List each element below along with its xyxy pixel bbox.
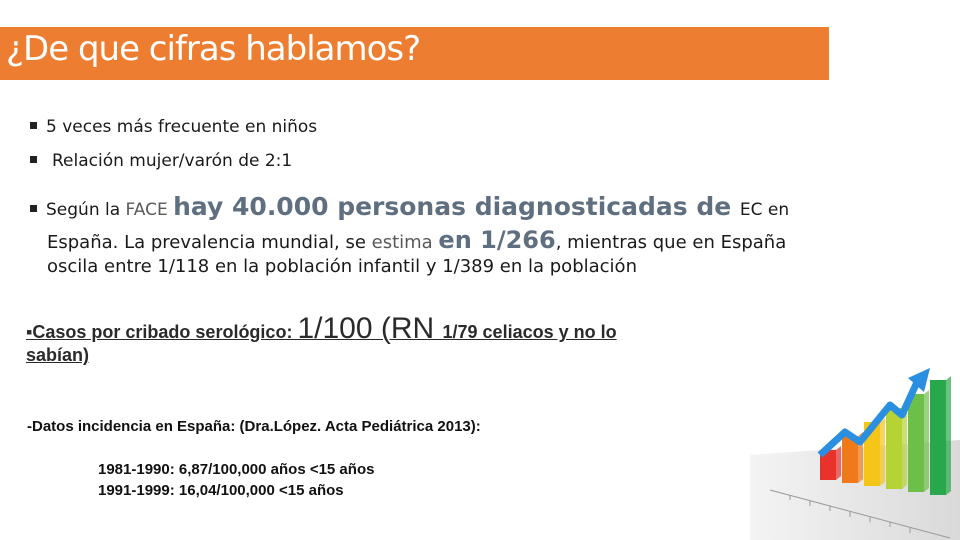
cont1-p1: España. La prevalencia mundial, se — [47, 232, 372, 253]
bullet-square-icon — [30, 122, 37, 129]
cont1-highlight: en 1/266 — [438, 226, 556, 254]
bullet-face-p1: Según la — [46, 200, 126, 220]
cribado-p1: ▪Casos por cribado serológico: — [26, 322, 298, 342]
slide-title: ¿De que cifras hablamos? — [6, 29, 421, 69]
bullet-face — [30, 192, 789, 221]
cribado-line-1 — [26, 312, 617, 346]
graphic-bar — [908, 394, 924, 492]
bullet-square-icon — [30, 156, 37, 163]
graphic-bar-side — [880, 418, 885, 486]
bullet-face-continuation-2: oscila entre 1/118 en la población infantil y 1/389 en la población — [47, 256, 637, 277]
cribado-p3: 1/79 celiacos y no lo — [442, 322, 617, 342]
bullet-face-continuation-1 — [47, 226, 786, 254]
bullet-face-p4: EC en — [739, 200, 790, 220]
graphic-bar-side — [946, 376, 951, 495]
incidencia-line-2: 1991-1999: 16,04/100,000 <15 años — [98, 482, 344, 499]
bullet-frequency-text: 5 veces más frecuente en niños — [46, 117, 318, 137]
bullet-face-p2: FACE — [125, 200, 174, 220]
cribado-line-2: sabían) — [26, 345, 90, 365]
graphic-bar — [930, 380, 946, 495]
graphic-bar — [886, 408, 902, 489]
bullet-square-icon — [30, 205, 37, 212]
cont1-p2: estima — [371, 232, 439, 253]
bullet-ratio-text: Relación mujer/varón de 2:1 — [52, 151, 293, 171]
title-bar — [0, 27, 829, 80]
graphic-bar-side — [836, 446, 841, 480]
cribado-big-number: 1/100 (RN — [297, 312, 443, 345]
cont1-p4: , mientras que en España — [555, 232, 787, 253]
incidencia-line-1: 1981-1990: 6,87/100,000 años <15 años — [98, 461, 375, 478]
bullet-face-highlight: hay 40.000 personas diagnosticadas de — [173, 192, 740, 221]
growth-chart-arrow-icon — [750, 360, 960, 540]
graphic-bar-side — [924, 390, 929, 492]
incidencia-heading: -Datos incidencia en España: (Dra.López. Acta Pediátrica 2013): — [27, 418, 481, 435]
bullet-frequency — [30, 117, 317, 137]
bullet-ratio — [30, 151, 292, 171]
